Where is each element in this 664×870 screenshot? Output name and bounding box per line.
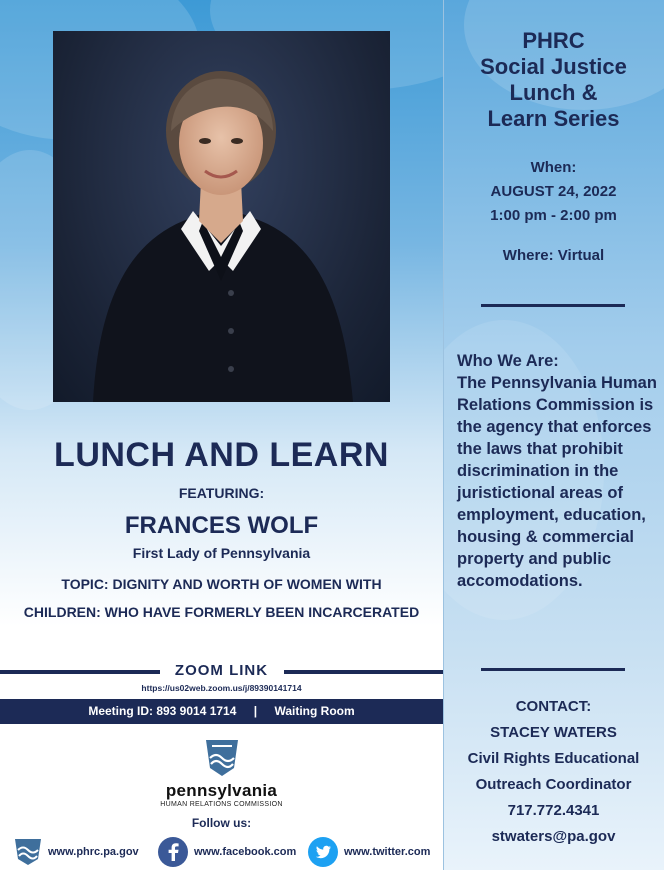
event-date: AUGUST 24, 2022 bbox=[490, 183, 617, 200]
website-label: www.phrc.pa.gov bbox=[48, 846, 139, 858]
speaker-name: FRANCES WOLF bbox=[124, 512, 319, 539]
series-title-line: PHRC bbox=[522, 28, 585, 53]
logo-wordmark: pennsylvania bbox=[165, 781, 278, 800]
meeting-id-bar bbox=[0, 699, 443, 724]
about-line: the laws that prohibit bbox=[457, 440, 623, 458]
event-schedule bbox=[443, 156, 664, 228]
twitter-icon bbox=[308, 837, 338, 867]
speaker-photo bbox=[53, 31, 390, 402]
series-title-line: Lunch & bbox=[509, 80, 598, 105]
about-line: housing & commercial bbox=[457, 528, 634, 546]
waiting-room: Waiting Room bbox=[274, 704, 355, 718]
about-line: discrimination in the bbox=[457, 462, 619, 480]
separator: | bbox=[253, 704, 258, 718]
about-line: employment, education, bbox=[457, 506, 646, 524]
contact-phone[interactable]: 717.772.4341 bbox=[507, 802, 600, 819]
about-heading: Who We Are: bbox=[457, 352, 559, 370]
contact-section bbox=[443, 694, 664, 850]
contact-heading: CONTACT: bbox=[515, 698, 592, 715]
series-title bbox=[443, 28, 664, 132]
series-title-line: Learn Series bbox=[487, 106, 620, 131]
social-link-facebook[interactable] bbox=[158, 836, 296, 868]
zoom-heading: ZOOM LINK bbox=[174, 662, 269, 679]
contact-name: STACEY WATERS bbox=[490, 724, 617, 741]
topic-line: TOPIC: DIGNITY AND WORTH OF WOMEN WITH bbox=[61, 576, 382, 592]
contact-role: Civil Rights Educational bbox=[467, 750, 640, 767]
about-line: The Pennsylvania Human bbox=[457, 374, 657, 392]
keystone-icon bbox=[12, 837, 44, 867]
event-time: 1:00 pm - 2:00 pm bbox=[490, 207, 617, 224]
event-location: Where: Virtual bbox=[502, 247, 605, 264]
divider bbox=[481, 304, 625, 307]
phrc-logo bbox=[0, 738, 443, 808]
logo-subtitle: HUMAN RELATIONS COMMISSION bbox=[160, 801, 283, 808]
zoom-link[interactable]: https://us02web.zoom.us/j/89390141714 bbox=[141, 683, 302, 693]
about-section bbox=[457, 350, 662, 592]
social-link-twitter[interactable] bbox=[308, 836, 430, 868]
follow-label: Follow us: bbox=[191, 816, 252, 830]
about-line: Relations Commission is bbox=[457, 396, 654, 414]
speaker-title: First Lady of Pennsylvania bbox=[132, 545, 311, 561]
social-link-website[interactable] bbox=[12, 837, 139, 867]
about-line: property and public bbox=[457, 550, 612, 568]
contact-role: Outreach Coordinator bbox=[475, 776, 632, 793]
series-title-line: Social Justice bbox=[480, 54, 627, 79]
twitter-label: www.twitter.com bbox=[344, 846, 431, 858]
about-line: the agency that enforces bbox=[457, 418, 652, 436]
about-line: juristictional areas of bbox=[457, 484, 623, 502]
when-label: When: bbox=[530, 159, 577, 176]
divider bbox=[481, 668, 625, 671]
about-line: accomodations. bbox=[457, 572, 583, 590]
facebook-icon bbox=[158, 837, 188, 867]
keystone-icon bbox=[202, 738, 242, 778]
topic-line: CHILDREN: WHO HAVE FORMERLY BEEN INCARCERATED bbox=[23, 604, 420, 620]
headline: LUNCH AND LEARN bbox=[54, 436, 389, 474]
facebook-label: www.facebook.com bbox=[194, 846, 297, 858]
contact-email[interactable]: stwaters@pa.gov bbox=[491, 828, 616, 845]
meeting-id: Meeting ID: 893 9014 1714 bbox=[88, 704, 237, 718]
featuring-label: FEATURING: bbox=[178, 485, 265, 501]
portrait-illustration bbox=[53, 31, 390, 402]
